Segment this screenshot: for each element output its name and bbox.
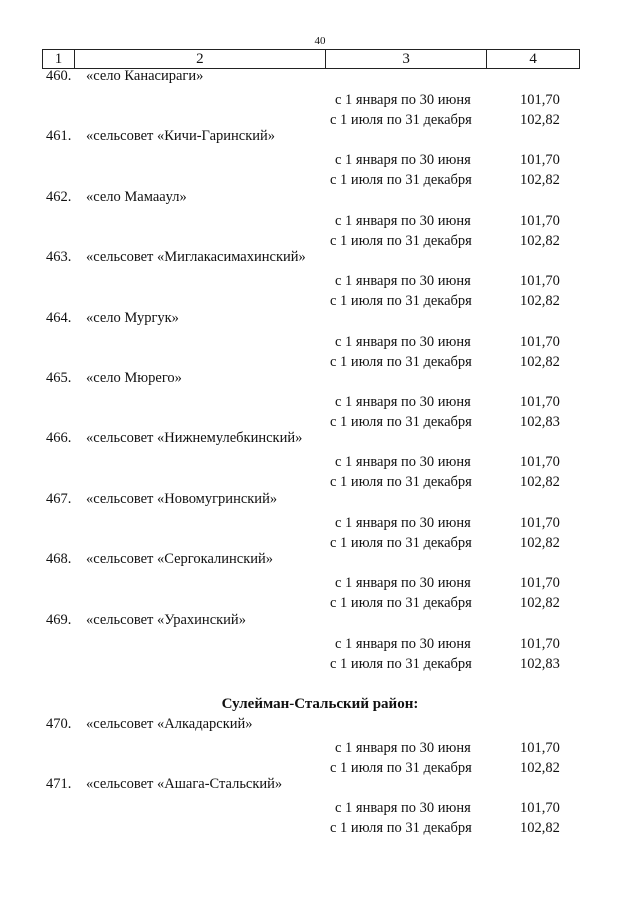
period-second-half: с 1 июля по 31 декабря — [330, 293, 472, 310]
table-row — [0, 66, 640, 126]
period-first-half: с 1 января по 30 июня — [335, 514, 471, 531]
row-name: «сельсовет «Ашага-Стальский» — [86, 776, 283, 793]
period-first-half: с 1 января по 30 июня — [335, 273, 471, 290]
period-second-half: с 1 июля по 31 декабря — [330, 820, 472, 837]
row-name: «сельсовет «Новомугринский» — [86, 490, 278, 507]
period-second-half: с 1 июля по 31 декабря — [330, 474, 472, 491]
table-body-district — [0, 714, 640, 835]
row-name: «сельсовет «Урахинский» — [86, 611, 246, 628]
value-second-half: 102,82 — [520, 595, 560, 612]
value-first-half: 101,70 — [520, 212, 560, 229]
table-row — [0, 247, 640, 310]
row-number: 463. — [46, 249, 72, 266]
period-first-half: с 1 января по 30 июня — [335, 635, 471, 652]
row-name: «село Канасираги» — [86, 68, 204, 84]
row-number: 464. — [46, 309, 72, 326]
period-first-half: с 1 января по 30 июня — [335, 393, 471, 410]
table-row — [0, 187, 640, 247]
row-number: 470. — [46, 716, 72, 732]
value-first-half: 101,70 — [520, 333, 560, 350]
period-first-half: с 1 января по 30 июня — [335, 740, 471, 756]
page-number: 40 — [314, 35, 326, 47]
value-second-half: 102,82 — [520, 293, 560, 310]
period-second-half: с 1 июля по 31 декабря — [330, 353, 472, 370]
row-name: «сельсовет «Нижнемулебкинский» — [86, 430, 303, 447]
value-first-half: 101,70 — [520, 740, 560, 756]
period-first-half: с 1 января по 30 июня — [335, 152, 471, 169]
value-second-half: 102,82 — [520, 112, 560, 128]
value-first-half: 101,70 — [520, 273, 560, 290]
district-title: Сулейман-Стальский район: — [221, 696, 419, 712]
value-second-half: 102,83 — [520, 655, 560, 672]
period-second-half: с 1 июля по 31 декабря — [330, 595, 472, 612]
row-number: 471. — [46, 776, 72, 793]
header-col-1: 1 — [43, 50, 75, 68]
value-second-half: 102,82 — [520, 534, 560, 551]
value-second-half: 102,83 — [520, 413, 560, 430]
row-name: «сельсовет «Миглакасимахинский» — [86, 249, 306, 266]
header-col-2: 2 — [75, 50, 326, 68]
table-row — [0, 774, 640, 837]
row-name: «село Мургук» — [86, 309, 179, 326]
table-body — [0, 66, 640, 670]
table-row — [0, 126, 640, 189]
period-second-half: с 1 июля по 31 декабря — [330, 232, 472, 249]
value-first-half: 101,70 — [520, 575, 560, 592]
table-row — [0, 428, 640, 491]
row-name: «сельсовет «Сергокалинский» — [86, 551, 274, 568]
period-second-half: с 1 июля по 31 декабря — [330, 413, 472, 430]
value-first-half: 101,70 — [520, 454, 560, 471]
value-first-half: 101,70 — [520, 393, 560, 410]
value-second-half: 102,82 — [520, 474, 560, 491]
period-first-half: с 1 января по 30 июня — [335, 212, 471, 229]
row-name: «село Мюрего» — [86, 369, 182, 386]
row-number: 462. — [46, 188, 72, 205]
row-number: 469. — [46, 611, 72, 628]
value-second-half: 102,82 — [520, 353, 560, 370]
period-second-half: с 1 июля по 31 декабря — [330, 534, 472, 551]
value-first-half: 101,70 — [520, 800, 560, 817]
row-number: 466. — [46, 430, 72, 447]
value-first-half: 101,70 — [520, 92, 560, 108]
value-second-half: 102,82 — [520, 820, 560, 837]
value-second-half: 102,82 — [520, 760, 560, 776]
table-row — [0, 489, 640, 549]
value-first-half: 101,70 — [520, 152, 560, 169]
value-first-half: 101,70 — [520, 635, 560, 652]
row-number: 467. — [46, 490, 72, 507]
row-number: 461. — [46, 128, 72, 145]
period-first-half: с 1 января по 30 июня — [335, 333, 471, 350]
row-name: «село Мамаaул» — [86, 188, 187, 205]
period-first-half: с 1 января по 30 июня — [335, 454, 471, 471]
period-second-half: с 1 июля по 31 декабря — [330, 760, 472, 776]
table-row — [0, 308, 640, 368]
header-col-3: 3 — [326, 50, 487, 68]
table-row — [0, 610, 640, 670]
row-number: 465. — [46, 369, 72, 386]
period-first-half: с 1 января по 30 июня — [335, 92, 471, 108]
table-row — [0, 368, 640, 428]
row-number: 460. — [46, 68, 72, 84]
period-second-half: с 1 июля по 31 декабря — [330, 112, 472, 128]
value-first-half: 101,70 — [520, 514, 560, 531]
row-name: «сельсовет «Алкадарский» — [86, 716, 253, 732]
period-second-half: с 1 июля по 31 декабря — [330, 172, 472, 189]
period-second-half: с 1 июля по 31 декабря — [330, 655, 472, 672]
row-number: 468. — [46, 551, 72, 568]
value-second-half: 102,82 — [520, 232, 560, 249]
row-name: «сельсовет «Кичи-Гаринский» — [86, 128, 276, 145]
header-col-4: 4 — [529, 51, 537, 67]
period-first-half: с 1 января по 30 июня — [335, 800, 471, 817]
table-row — [0, 549, 640, 612]
table-row — [0, 714, 640, 774]
value-second-half: 102,82 — [520, 172, 560, 189]
period-first-half: с 1 января по 30 июня — [335, 575, 471, 592]
